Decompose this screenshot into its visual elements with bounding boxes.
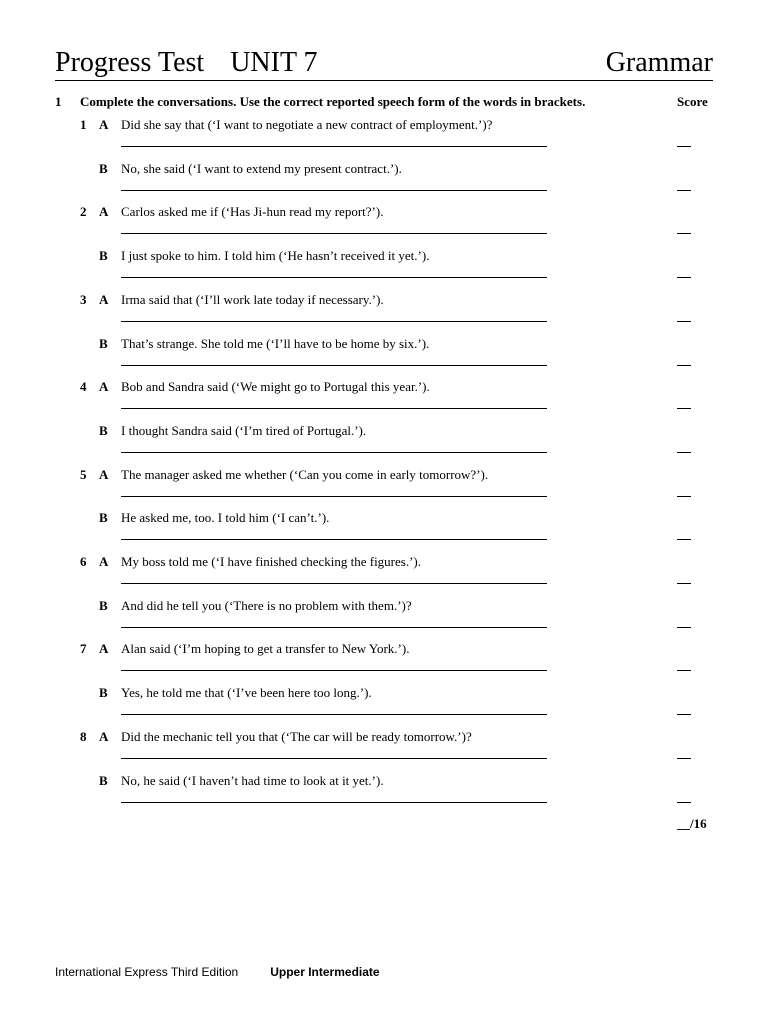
page-title [55, 46, 318, 80]
prompt-text: And did he tell you (‘There is no problem with them.’)? [121, 597, 412, 613]
section-label: Grammar [605, 47, 713, 78]
speaker-letter: B [99, 510, 108, 526]
score-blank[interactable] [677, 452, 691, 453]
question-number: 1 [80, 117, 87, 132]
answer-line[interactable] [121, 190, 547, 191]
answer-line[interactable] [121, 670, 547, 671]
score-blank[interactable] [677, 496, 691, 497]
conversation-item [55, 466, 713, 510]
speaker-letter: A [99, 554, 109, 569]
footer-level: Upper Intermediate [270, 965, 380, 979]
answer-line[interactable] [121, 802, 547, 803]
answer-line[interactable] [121, 321, 547, 322]
prompt-text: My boss told me (‘I have finished checking the figures.’). [121, 554, 422, 569]
answer-line[interactable] [121, 758, 547, 759]
prompt-text: Yes, he told me that (‘I’ve been here too long.’). [121, 685, 372, 701]
speaker-letter: B [99, 335, 108, 351]
speaker-letter: B [99, 248, 108, 264]
footer-book-title: International Express Third Edition [55, 965, 239, 979]
prompt-text: Bob and Sandra said (‘We might go to Portugal this year.’). [121, 379, 430, 395]
conversation-item [55, 728, 713, 772]
answer-line[interactable] [121, 452, 547, 453]
answer-line[interactable] [121, 233, 547, 234]
answer-line[interactable] [121, 146, 547, 147]
conversation-item [55, 291, 713, 335]
speaker-letter: A [99, 466, 109, 482]
conversation-item [55, 597, 713, 641]
conversation-item [55, 684, 713, 728]
answer-line[interactable] [121, 539, 547, 540]
total-score: __/16 [677, 816, 707, 831]
score-blank[interactable] [677, 321, 691, 322]
prompt-text: I thought Sandra said (‘I’m tired of Portugal.’). [121, 422, 367, 438]
score-blank[interactable] [677, 802, 691, 803]
page-footer [55, 964, 380, 980]
speaker-letter: B [99, 422, 108, 438]
score-blank[interactable] [677, 408, 691, 409]
answer-line[interactable] [121, 714, 547, 715]
speaker-letter: A [99, 641, 109, 657]
speaker-letter: B [99, 685, 108, 701]
question-number: 8 [80, 728, 87, 744]
speaker-letter: B [99, 597, 108, 613]
speaker-letter: A [99, 204, 109, 220]
prompt-text: He asked me, too. I told him (‘I can’t.’). [121, 510, 330, 526]
score-label: Score [677, 94, 708, 109]
speaker-letter: A [99, 291, 109, 307]
conversation-item [55, 772, 713, 816]
speaker-letter: A [99, 117, 109, 132]
score-blank[interactable] [677, 233, 691, 234]
speaker-letter: B [99, 160, 108, 176]
score-blank[interactable] [677, 758, 691, 759]
conversation-item [55, 509, 713, 553]
prompt-text: The manager asked me whether (‘Can you come in early tomorrow?’). [121, 466, 489, 482]
question-number: 7 [80, 641, 87, 657]
conversation-item [55, 160, 713, 204]
conversation-item [55, 378, 713, 422]
score-blank[interactable] [677, 190, 691, 191]
score-blank[interactable] [677, 539, 691, 540]
conversation-item [55, 116, 713, 160]
prompt-text: Did the mechanic tell you that (‘The car will be ready tomorrow.’)? [121, 728, 472, 744]
test-title: Progress Test [55, 47, 205, 78]
speaker-letter: B [99, 772, 108, 788]
score-blank[interactable] [677, 583, 691, 584]
prompt-text: No, he said (‘I haven’t had time to look at it yet.’). [121, 772, 384, 788]
prompt-text: I just spoke to him. I told him (‘He hasn’t received it yet.’). [121, 248, 430, 264]
prompt-text: Alan said (‘I’m hoping to get a transfer to New York.’). [121, 641, 410, 657]
question-number: 6 [80, 554, 87, 569]
conversation-item [55, 553, 713, 597]
conversation-item [55, 247, 713, 291]
unit-label: UNIT 7 [230, 47, 318, 78]
score-blank[interactable] [677, 627, 691, 628]
exercise-number: 1 [55, 94, 62, 109]
question-number: 5 [80, 466, 87, 482]
exercise-instruction-row [55, 93, 713, 111]
question-number: 4 [80, 379, 87, 395]
prompt-text: That’s strange. She told me (‘I’ll have to be home by six.’). [121, 335, 430, 351]
prompt-text: No, she said (‘I want to extend my present contract.’). [121, 160, 402, 176]
score-blank[interactable] [677, 714, 691, 715]
prompt-text: Did she say that (‘I want to negotiate a new contract of employment.’)? [121, 117, 493, 132]
conversation-item [55, 640, 713, 684]
answer-line[interactable] [121, 365, 547, 366]
prompt-text: Irma said that (‘I’ll work late today if necessary.’). [121, 291, 384, 307]
speaker-letter: A [99, 379, 109, 395]
score-blank[interactable] [677, 277, 691, 278]
answer-line[interactable] [121, 583, 547, 584]
speaker-letter: A [99, 728, 109, 744]
score-blank[interactable] [677, 146, 691, 147]
exercise-instruction: Complete the conversations. Use the correct reported speech form of the words in brackets. [80, 94, 586, 109]
conversation-item [55, 422, 713, 466]
question-number: 2 [80, 204, 87, 220]
page-header [55, 46, 713, 81]
answer-line[interactable] [121, 496, 547, 497]
prompt-text: Carlos asked me if (‘Has Ji-hun read my report?’). [121, 204, 384, 220]
answer-line[interactable] [121, 408, 547, 409]
score-blank[interactable] [677, 670, 691, 671]
score-blank[interactable] [677, 365, 691, 366]
conversation-item [55, 203, 713, 247]
question-number: 3 [80, 291, 87, 307]
answer-line[interactable] [121, 627, 547, 628]
conversation-item [55, 335, 713, 379]
answer-line[interactable] [121, 277, 547, 278]
